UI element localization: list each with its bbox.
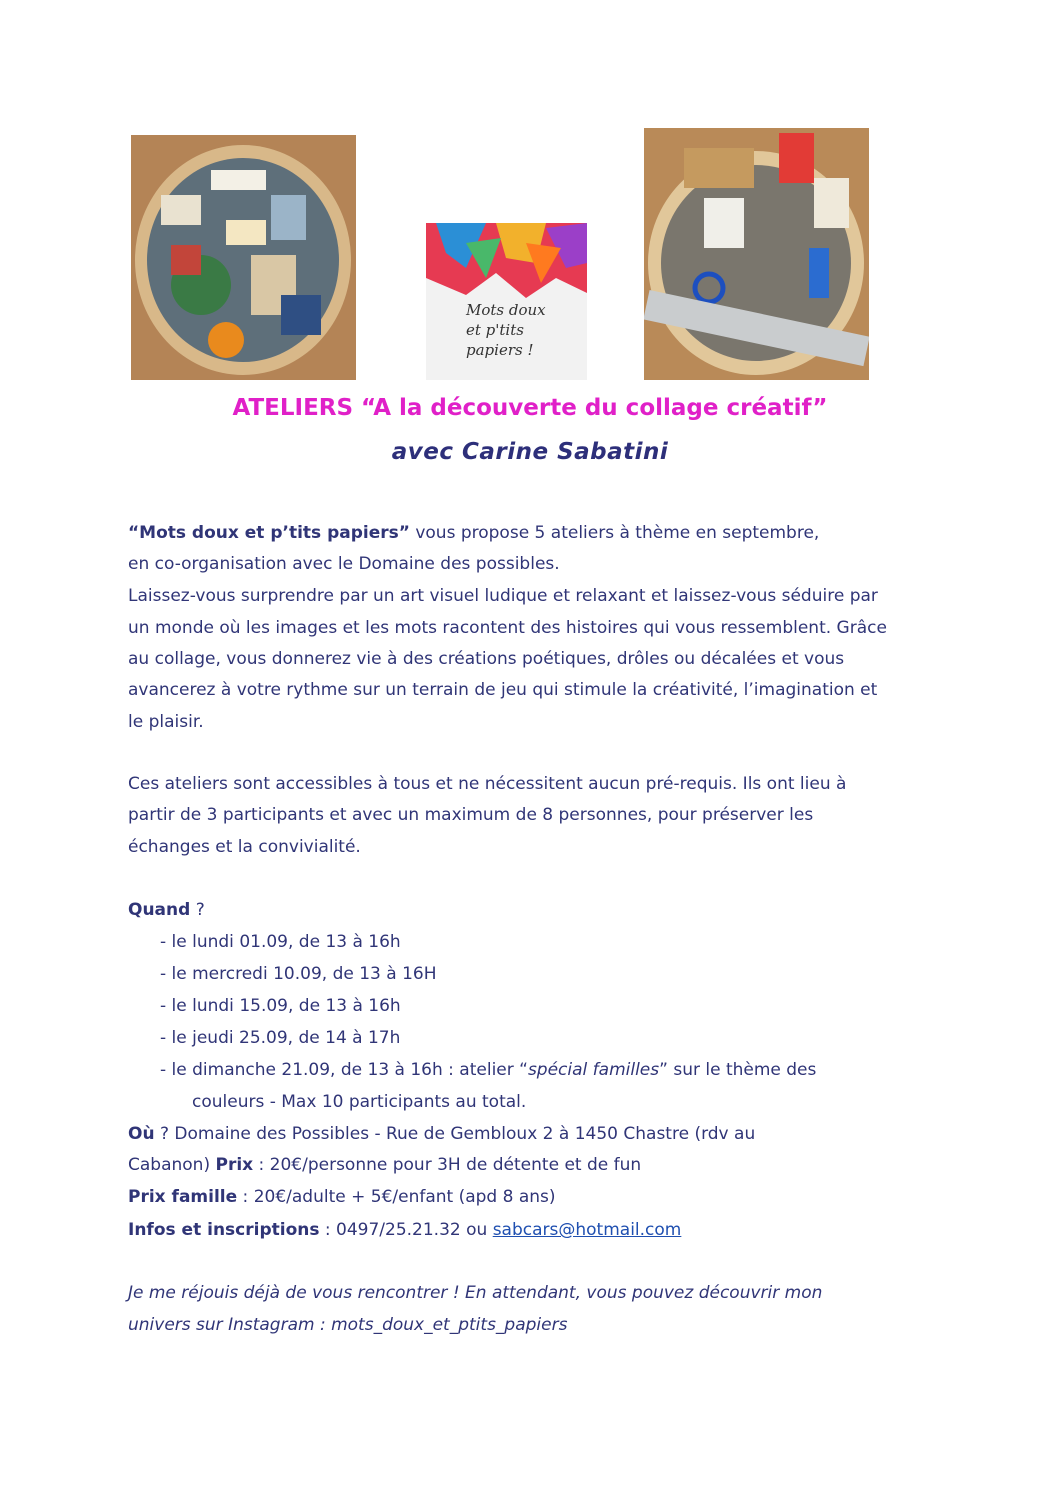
intro-line-2: en co-organisation avec le Domaine des possibles. [128, 554, 560, 574]
when-label: Quand [128, 900, 191, 920]
where-line [128, 1123, 755, 1145]
price-text: : 20€/personne pour 3H de détente et de fun [253, 1155, 642, 1175]
page-subtitle: avec Carine Sabatini [391, 439, 669, 465]
special-pre: - le dimanche 21.09, de 13 à 16h : atelier “ [160, 1060, 528, 1080]
logo-text-line2: et p'tits [466, 321, 524, 339]
intro-line-1 [128, 522, 819, 544]
special-em: spécial familles [527, 1060, 660, 1080]
intro-line-6: avancerez à votre rythme sur un terrain de jeu qui stimule la créativité, l’imagination et [128, 680, 878, 700]
family-price-label: Prix famille [128, 1187, 238, 1207]
where-text: ? Domaine des Possibles - Rue de Gembloux 2 à 1450 Chastre (rdv au [154, 1124, 756, 1144]
intro-line-5: au collage, vous donnerez vie à des créations poétiques, drôles ou décalées et vous [128, 649, 845, 669]
access-line-1: Ces ateliers sont accessibles à tous et ne nécessitent aucun pré-requis. Ils ont lieu à [128, 774, 847, 794]
intro-line-4: un monde où les images et les mots racontent des histoires qui vous ressemblent. Grâce [128, 618, 887, 638]
craft-supplies-photo [644, 128, 869, 380]
closing-line-2: univers sur Instagram : mots_doux_et_ptits_papiers [128, 1315, 568, 1335]
access-line-2: partir de 3 participants et avec un maximum de 8 personnes, pour préserver les [128, 805, 814, 825]
price-line [128, 1154, 641, 1176]
date-item-special-cont: couleurs - Max 10 participants au total. [192, 1092, 527, 1112]
price-label: Prix [215, 1155, 254, 1175]
special-post: ” sur le thème des [659, 1060, 817, 1080]
date-item: - le lundi 15.09, de 13 à 16h [160, 996, 401, 1016]
date-item-special [160, 1059, 816, 1081]
brand-name: “Mots doux et p’tits papiers” [128, 523, 410, 543]
access-line-3: échanges et la convivialité. [128, 837, 361, 857]
when-heading [128, 899, 205, 921]
family-price-line [128, 1186, 556, 1208]
date-item: - le lundi 01.09, de 13 à 16h [160, 932, 401, 952]
info-text: : 0497/25.21.32 ou [319, 1220, 493, 1240]
intro-line-1-text: vous propose 5 ateliers à thème en septembre, [409, 523, 820, 543]
closing-line-1: Je me réjouis déjà de vous rencontrer ! En attendant, vous pouvez découvrir mon [128, 1283, 823, 1303]
date-item: - le jeudi 25.09, de 14 à 17h [160, 1028, 401, 1048]
mots-doux-logo-image [426, 223, 587, 380]
when-suffix: ? [190, 900, 205, 920]
intro-line-3: Laissez-vous surprendre par un art visuel ludique et relaxant et laissez-vous séduire par [128, 586, 878, 606]
logo-text-line1: Mots doux [466, 301, 546, 319]
logo-text-line3: papiers ! [466, 341, 534, 359]
where-cont: Cabanon) [128, 1155, 216, 1175]
date-item: - le mercredi 10.09, de 13 à 16H [160, 964, 437, 984]
where-label: Où [128, 1124, 155, 1144]
family-price-text: : 20€/adulte + 5€/enfant (apd 8 ans) [237, 1187, 556, 1207]
info-line [128, 1219, 681, 1241]
collage-bowl-photo [131, 135, 356, 380]
intro-line-7: le plaisir. [128, 712, 204, 732]
info-label: Infos et inscriptions [128, 1220, 320, 1240]
email-link[interactable]: sabcars@hotmail.com [492, 1220, 682, 1240]
page-title: ATELIERS “A la découverte du collage créatif” [232, 395, 828, 421]
